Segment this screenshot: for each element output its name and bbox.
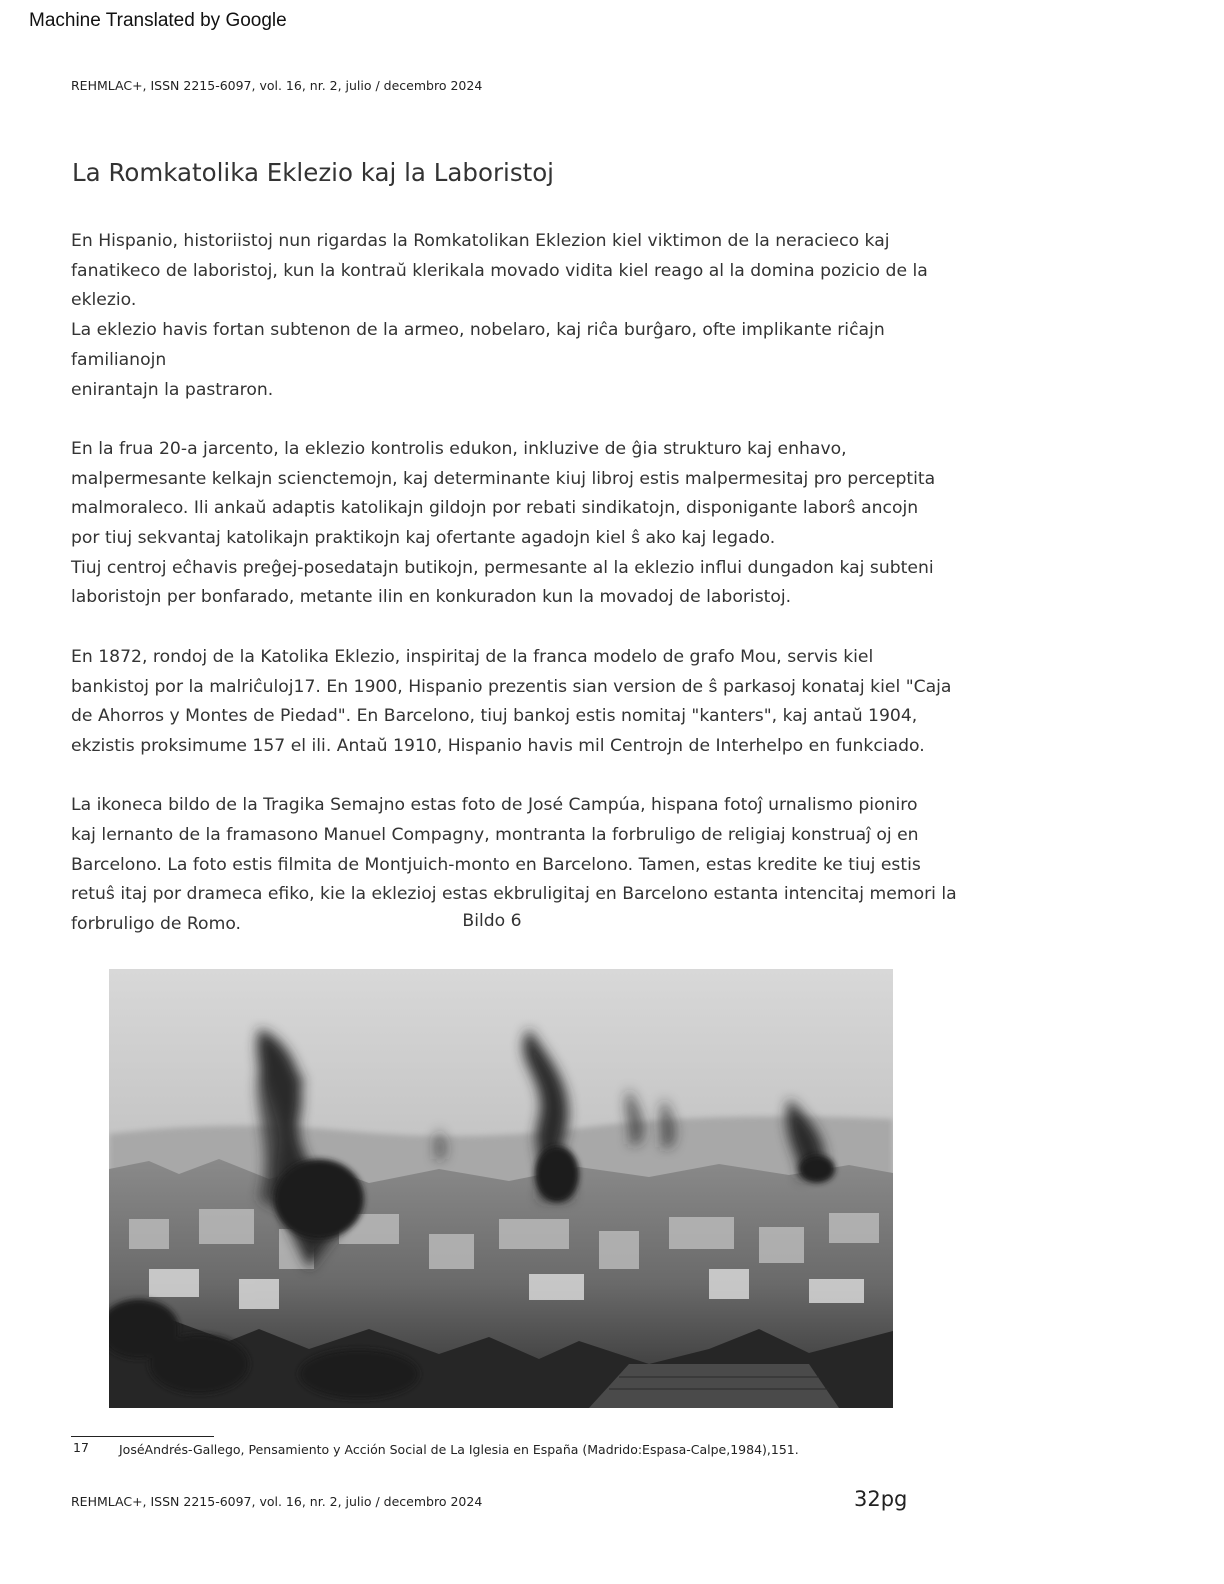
footnote-rule [71,1436,214,1437]
figure-caption: Bildo 6 [462,911,522,931]
running-header: REHMLAC+, ISSN 2215-6097, vol. 16, nr. 2, julio / decembro 2024 [71,78,483,93]
page-number: 32pg [854,1487,908,1511]
machine-translation-banner: Machine Translated by Google [29,10,287,31]
section-title: La Romkatolika Eklezio kaj la Laboristoj [72,158,554,187]
paragraph-4: La ikoneca bildo de la Tragika Semajno estas foto de José Campúa, hispana fotoĵ urnalismo pioniro kaj lernanto de la framasono Manuel Compagny, montranta la forbruligo de religiaj konstruaĵ oj en Barcelono. La foto estis filmita de Montjuich-monto en Barcelono. Tamen, estas kredite ke tiuj estis retuŝ itaj por drameca efiko, kie la eklezioj estas ekbruligitaj en Barcelono estanta intencitaj memori la forbruligo de Romo. [71,795,957,935]
barcelona-burning-photo [109,969,893,1408]
body-text [71,227,976,970]
paragraph-1: En Hispanio, historiistoj nun rigardas la Romkatolikan Eklezion kiel viktimon de la neracieco kaj fanatikeco de laboristoj, kun la kontraŭ klerikala movado vidita kiel reago al la domina pozicio de la eklezio. La eklezio havis fortan subtenon de la armeo, nobelaro, kaj riĉa burĝaro, ofte implikante riĉajn familianojn enirantajn la pastraron. [71,231,928,400]
footnote-number: 17 [73,1440,89,1455]
paragraph-2: En la frua 20-a jarcento, la eklezio kontrolis edukon, inkluzive de ĝia strukturo kaj enhavo, malpermesante kelkajn scienctemojn, kaj determinante kiuj libroj estis malpermesitaj pro perceptita malmoraleco. Ili ankaŭ adaptis katolikajn gildojn por rebati sindikatojn, disponigante laborŝ ancojn por tiuj sekvantaj katolikajn praktikojn kaj ofertante agadojn kiel ŝ ako kaj legado. Tiuj centroj eĉhavis preĝej-posedatajn butikojn, permesante al la eklezio influi dungadon kaj subteni laboristojn per bonfarado, metante ilin en konkuradon kun la movadoj de laboristoj. [71,438,936,608]
running-footer: REHMLAC+, ISSN 2215-6097, vol. 16, nr. 2, julio / decembro 2024 [71,1494,483,1509]
paragraph-3: En 1872, rondoj de la Katolika Eklezio, inspiritaj de la franca modelo de grafo Mou, servis kiel bankistoj por la malriĉuloj17. En 1900, Hispanio prezentis sian version de ŝ parkasoj konataj kiel "Caja de Ahorros y Montes de Piedad". En Barcelono, tiuj bankoj estis nomitaj "kanters", kaj antaŭ 1904, ekzistis proksimume 157 el ili. Antaŭ 1910, Hispanio havis mil Centrojn de Interhelpo en funkciado. [71,646,952,756]
footnote-text: JoséAndrés-Gallego, Pensamiento y Acción Social de La Iglesia en España (Madrido:Espasa-Calpe,1984),151. [119,1442,799,1457]
